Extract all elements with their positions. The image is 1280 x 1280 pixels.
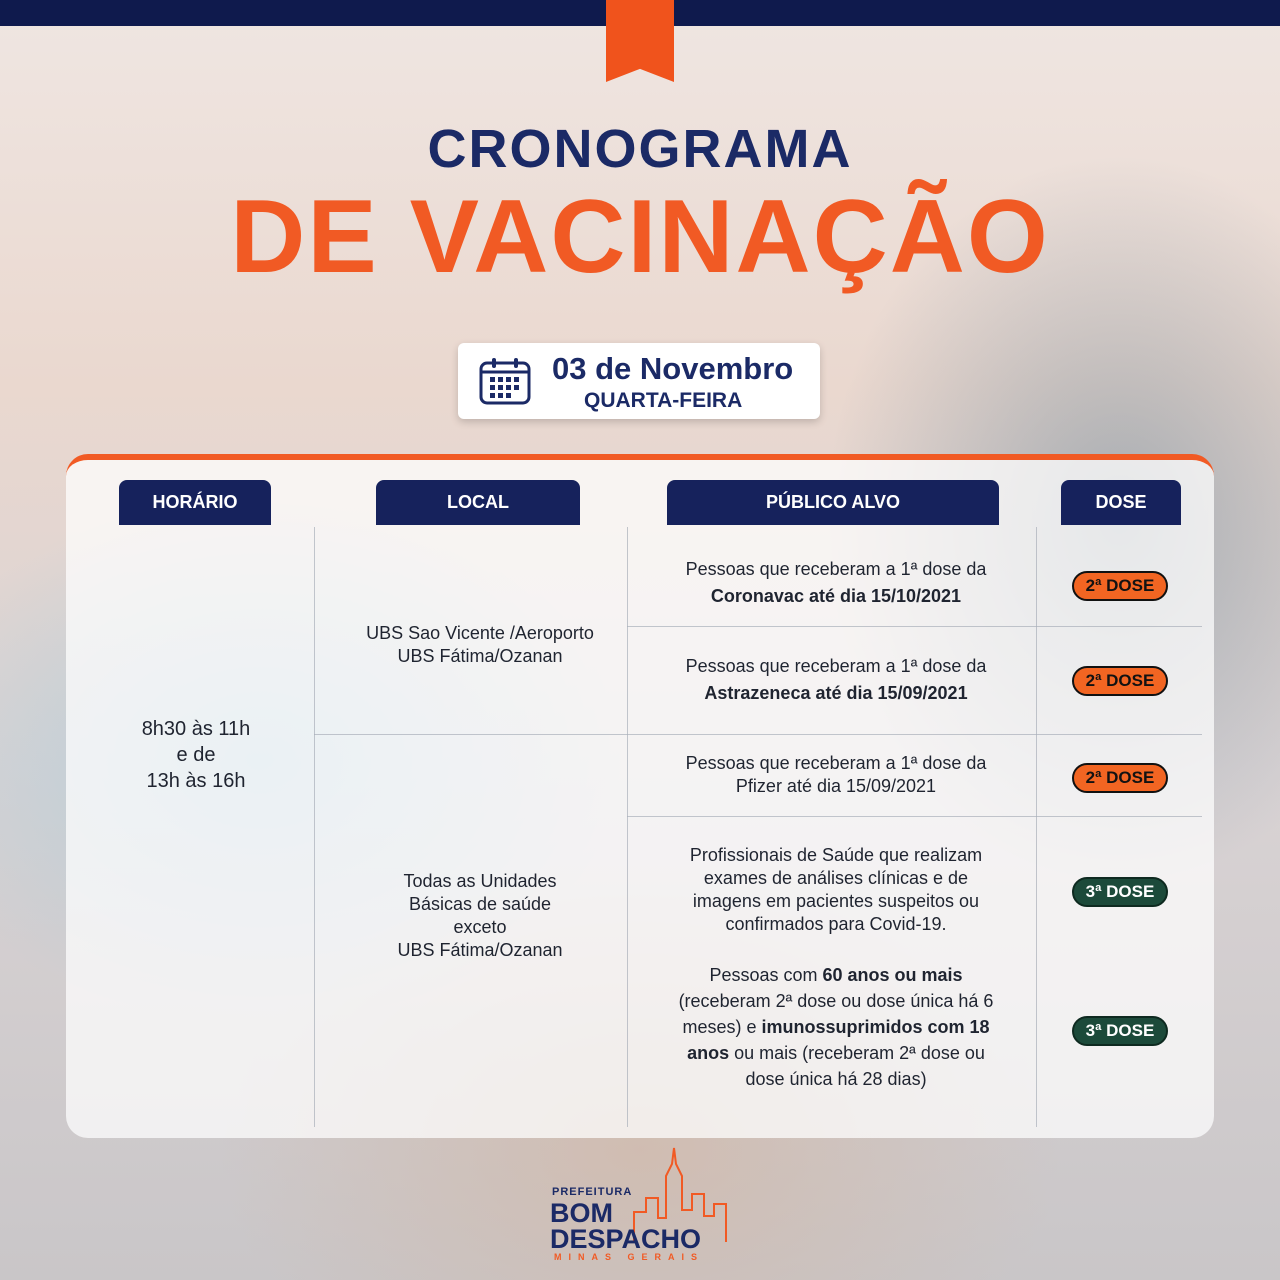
date-weekday: QUARTA-FEIRA — [584, 389, 743, 412]
publico-cell-3 — [636, 752, 1036, 798]
publico-cell-4 — [636, 844, 1036, 936]
horario-cell — [96, 716, 296, 794]
dose-badge: 2ª DOSE — [1072, 666, 1168, 696]
publico-bold: 60 anos ou mais — [822, 965, 963, 985]
horario-line: e de — [176, 744, 216, 766]
publico-text: Pessoas com — [709, 965, 823, 985]
local-line: Básicas de saúde — [408, 894, 552, 914]
horario-line: 8h30 às 11h — [141, 718, 251, 740]
date-box — [458, 343, 820, 419]
prefeitura-logo — [548, 1146, 738, 1262]
divider — [314, 527, 315, 1127]
publico-line: Astrazeneca até dia 15/09/2021 — [704, 683, 968, 703]
publico-line: Pessoas que receberam a 1ª dose da — [685, 559, 987, 579]
local-cell-1 — [330, 622, 630, 668]
divider — [627, 816, 1202, 817]
publico-line: (receberam 2ª dose ou dose única há 6 — [678, 991, 994, 1011]
publico-line: imagens em pacientes suspeitos ou — [692, 891, 980, 911]
publico-line: dose única há 28 dias) — [745, 1069, 927, 1089]
header-dose: DOSE — [1061, 480, 1181, 525]
dose-badge: 2ª DOSE — [1072, 571, 1168, 601]
title-vacinacao: DE VACINAÇÃO — [230, 179, 1050, 295]
publico-line: Pessoas que receberam a 1ª dose da — [685, 656, 987, 676]
dose-badge: 3ª DOSE — [1072, 1016, 1168, 1046]
dose-badge: 3ª DOSE — [1072, 877, 1168, 907]
divider — [627, 527, 628, 1127]
header-local: LOCAL — [376, 480, 580, 525]
date-day: 03 de Novembro — [552, 351, 794, 386]
publico-line: Coronavac até dia 15/10/2021 — [710, 586, 962, 606]
divider — [1036, 527, 1037, 1127]
publico-line: Pfizer até dia 15/09/2021 — [735, 776, 937, 796]
divider — [314, 734, 1202, 735]
publico-bold: anos — [687, 1043, 730, 1063]
logo-bom: BOM — [550, 1198, 613, 1228]
publico-text: ou mais (receberam 2ª dose ou — [729, 1043, 985, 1063]
top-ribbon — [606, 0, 674, 82]
dose-badge: 2ª DOSE — [1072, 763, 1168, 793]
header-horario: HORÁRIO — [119, 480, 271, 525]
local-cell-2 — [330, 870, 630, 962]
publico-line: exames de análises clínicas e de — [703, 868, 969, 888]
local-line: UBS Fátima/Ozanan — [397, 646, 563, 666]
divider — [627, 626, 1202, 627]
calendar-icon — [478, 356, 532, 406]
logo-prefeitura: PREFEITURA — [552, 1186, 633, 1198]
header-publico-alvo: PÚBLICO ALVO — [667, 480, 999, 525]
local-line: exceto — [453, 917, 507, 937]
publico-line: Pessoas que receberam a 1ª dose da — [685, 753, 987, 773]
publico-line: Profissionais de Saúde que realizam — [689, 845, 983, 865]
publico-line: confirmados para Covid-19. — [725, 914, 947, 934]
publico-cell-5 — [636, 962, 1036, 1092]
local-line: UBS Sao Vicente /Aeroporto — [366, 623, 594, 643]
horario-line: 13h às 16h — [146, 770, 246, 792]
logo-despacho: DESPACHO — [550, 1224, 702, 1254]
local-line: UBS Fátima/Ozanan — [397, 940, 563, 960]
publico-bold: imunossuprimidos com 18 — [761, 1017, 990, 1037]
title-cronograma: CRONOGRAMA — [427, 119, 853, 179]
publico-cell-1 — [636, 556, 1036, 610]
publico-text: meses) e — [682, 1017, 762, 1037]
local-line: Todas as Unidades — [403, 871, 557, 891]
publico-cell-2 — [636, 653, 1036, 707]
logo-tagline: MINAS GERAIS — [554, 1252, 705, 1262]
